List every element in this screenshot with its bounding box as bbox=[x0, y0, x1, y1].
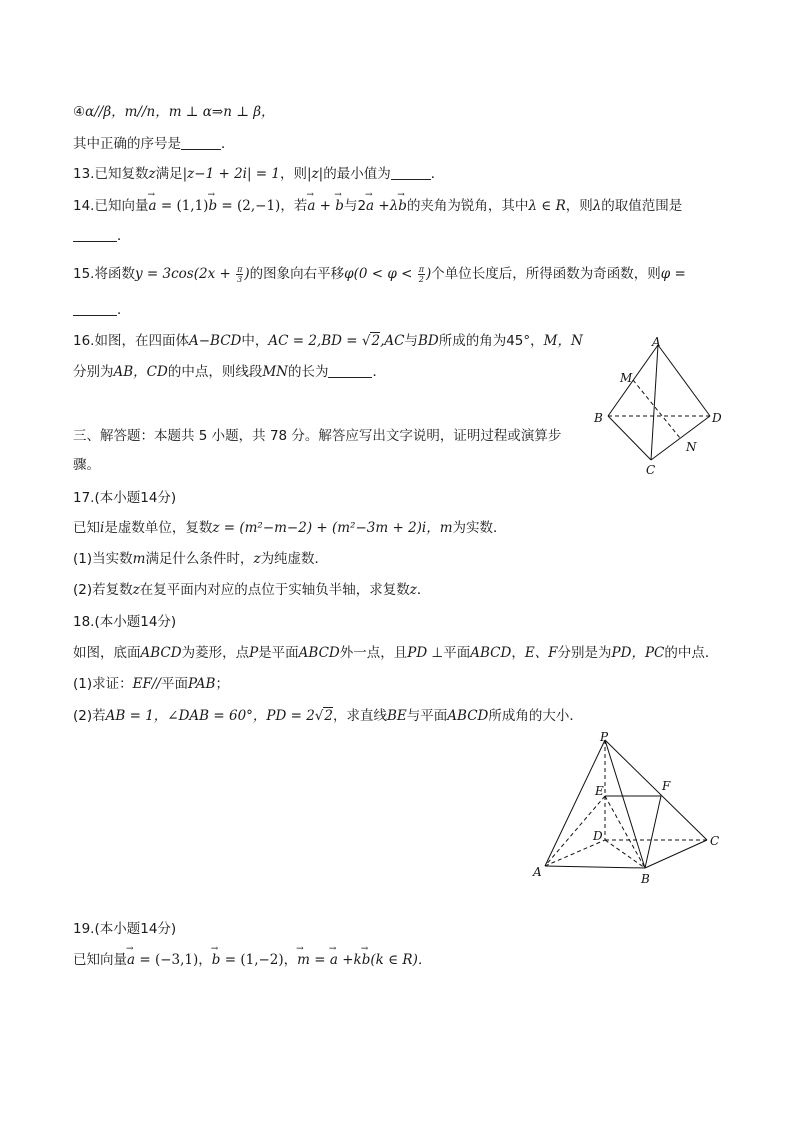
fraction-pi-2 bbox=[418, 265, 425, 284]
vertex-label-a: A bbox=[652, 335, 661, 349]
q18-text: (1)求证： bbox=[73, 676, 133, 692]
vertex-label-c: C bbox=[710, 834, 720, 848]
question-number: 15. bbox=[73, 266, 95, 282]
q17-text: 为纯虚数． bbox=[260, 551, 329, 567]
q18-text: 是平面 bbox=[258, 645, 299, 661]
q18-text: 的中点． bbox=[664, 645, 719, 661]
section-3-text: 骤。 bbox=[73, 457, 100, 473]
q15-blank-line: ． bbox=[73, 300, 131, 320]
fraction-numerator: π bbox=[418, 264, 424, 274]
vector-b: → b bbox=[212, 950, 221, 970]
vertex-label-a: A bbox=[533, 865, 542, 879]
vector-m: → m bbox=[297, 950, 310, 970]
q15-math: ) bbox=[425, 266, 432, 282]
q17-math: m bbox=[132, 551, 146, 567]
q16-math: BD bbox=[417, 333, 439, 349]
vertex-label-p: P bbox=[600, 730, 609, 744]
q17-stem bbox=[73, 518, 507, 538]
answer-blank bbox=[328, 363, 372, 378]
q16-text: 的中点，则线段 bbox=[167, 364, 263, 380]
q18-math: AB = 1，∠DAB = 60°，PD = 2 bbox=[105, 708, 315, 724]
q17-math: z bbox=[132, 582, 140, 598]
vector-a: → a bbox=[330, 950, 338, 970]
q13-text: ，则 bbox=[280, 166, 308, 182]
vertex-label-b: B bbox=[641, 872, 650, 886]
q14-blank-line: ． bbox=[73, 226, 131, 246]
q18-text: 与平面 bbox=[406, 708, 448, 724]
q18-text: 所成角的大小． bbox=[488, 708, 583, 724]
q19-stem bbox=[73, 950, 431, 970]
q18-text: ，求直线 bbox=[333, 708, 387, 724]
q12-footer-text: 其中正确的序号是 bbox=[73, 136, 181, 152]
section-3-heading-line2 bbox=[73, 455, 100, 475]
q18-stem bbox=[73, 643, 718, 663]
q17-math: i bbox=[100, 520, 105, 536]
vector-a: → a bbox=[127, 950, 135, 970]
circled-number: ④ bbox=[73, 104, 86, 120]
q18-text: ， bbox=[511, 645, 525, 661]
vertex-label-d: D bbox=[712, 411, 722, 425]
question-number: 16. bbox=[73, 333, 95, 349]
q18-text: ⊥平面 bbox=[427, 645, 471, 661]
sqrt-radicand: 2 bbox=[371, 333, 381, 349]
q16-math: AC = 2,BD = bbox=[268, 333, 362, 349]
fraction-denominator: 3 bbox=[237, 274, 243, 284]
fraction-denominator: 2 bbox=[418, 274, 424, 284]
q19-math: = bbox=[309, 952, 330, 968]
q16-text: 与 bbox=[404, 333, 418, 349]
q19-math: = (−3,1)， bbox=[135, 952, 212, 968]
fraction-pi-3 bbox=[236, 265, 243, 284]
q18-math: E、F bbox=[524, 645, 558, 661]
q18-text: 为菱形，点 bbox=[181, 645, 250, 661]
q18-text: 如图，底面 bbox=[73, 645, 141, 661]
vector-b: → b bbox=[398, 196, 407, 216]
q19-text: 已知向量 bbox=[73, 952, 127, 968]
q17-header bbox=[73, 488, 176, 508]
sqrt-radicand: 2 bbox=[324, 708, 333, 724]
q16-text: 中， bbox=[241, 333, 269, 349]
q17-text: 为实数． bbox=[452, 520, 507, 536]
q18-text: 平面 bbox=[160, 676, 188, 692]
q13-text: 的最小值为 bbox=[323, 166, 391, 182]
q14-math: +λ bbox=[374, 198, 399, 214]
q18-math: ABCD bbox=[298, 645, 340, 661]
q18-math: PD，PC bbox=[611, 645, 665, 661]
q18-math: BE bbox=[387, 708, 407, 724]
q15-math: φ = bbox=[660, 266, 686, 282]
answer-blank bbox=[73, 227, 117, 242]
question-number: 14. bbox=[73, 198, 95, 214]
q14-text: 的夹角为锐角，其中 bbox=[406, 198, 529, 214]
sqrt-symbol: √2 bbox=[314, 708, 333, 724]
q18-part-2 bbox=[73, 706, 583, 726]
pyramid-figure bbox=[525, 728, 730, 888]
q12-item-4 bbox=[73, 102, 275, 122]
question-header: 19.(本小题14分) bbox=[73, 921, 177, 937]
q18-math: ABCD bbox=[447, 708, 489, 724]
q15-math: φ(0 < φ < bbox=[344, 266, 417, 282]
point-label-f: F bbox=[662, 779, 671, 793]
q17-text: (1)当实数 bbox=[73, 551, 133, 567]
q13-math: z bbox=[148, 166, 156, 182]
point-label-e: E bbox=[595, 784, 604, 798]
q13-math: |z| bbox=[307, 166, 324, 182]
answer-blank bbox=[181, 135, 221, 150]
question-15 bbox=[73, 264, 686, 284]
q16-math: M，N bbox=[543, 333, 583, 349]
vertex-label-d: D bbox=[593, 829, 603, 843]
question-number: 13. bbox=[73, 166, 95, 182]
q13-text: 满足 bbox=[155, 166, 183, 182]
vector-b: → b bbox=[362, 950, 371, 970]
q17-part-1 bbox=[73, 549, 328, 569]
q14-math: = (1,1) bbox=[156, 198, 209, 214]
q15-math: y = 3cos(2x + bbox=[134, 266, 236, 282]
point-label-m: M bbox=[620, 371, 633, 385]
q19-header bbox=[73, 919, 176, 939]
q16-text: 的长为 bbox=[287, 364, 329, 380]
answer-blank bbox=[73, 301, 117, 316]
q17-text: 满足什么条件时， bbox=[145, 551, 254, 567]
q18-math: PD bbox=[407, 645, 428, 661]
q14-math: λ bbox=[592, 198, 602, 214]
q17-text: 已知 bbox=[73, 520, 100, 536]
tetrahedron-figure bbox=[588, 330, 728, 480]
q18-math: EF// bbox=[132, 676, 161, 692]
q15-text: 个单位长度后，所得函数为奇函数，则 bbox=[431, 266, 661, 282]
fraction-numerator: π bbox=[237, 264, 243, 274]
q17-math: z bbox=[409, 582, 417, 598]
vertex-label-c: C bbox=[646, 463, 656, 477]
section-3-heading bbox=[73, 426, 561, 446]
q17-math: z = (m²−m−2) + (m²−3m + 2)i，m bbox=[212, 520, 453, 536]
vector-a: → a bbox=[307, 196, 315, 216]
question-header: 18.(本小题14分) bbox=[73, 614, 177, 630]
q17-math: z bbox=[253, 551, 261, 567]
question-16-line2: 分别为AB，CD的中点，则线段MN的长为 ． bbox=[73, 364, 386, 380]
q15-text: 将函数 bbox=[94, 266, 135, 282]
q19-math: = (1,−2)， bbox=[220, 952, 298, 968]
q18-part-1 bbox=[73, 674, 229, 694]
q17-text: ． bbox=[416, 582, 431, 598]
vertex-label-b: B bbox=[594, 411, 603, 425]
q16-text: 分别为 bbox=[73, 364, 114, 380]
q15-math: ) bbox=[244, 266, 250, 282]
q18-text: (2)若 bbox=[73, 708, 106, 724]
question-14 bbox=[73, 196, 682, 216]
question-16 bbox=[73, 331, 583, 351]
section-3-text: 三、解答题：本题共 5 小题，共 78 分。解答应写出文字说明，证明过程或演算步 bbox=[73, 428, 562, 444]
q12-footer: 其中正确的序号是 ． bbox=[73, 136, 235, 152]
q17-text: 在复平面内对应的点位于实轴负半轴，求复数 bbox=[139, 582, 410, 598]
q18-math: ABCD bbox=[140, 645, 182, 661]
point-label-n: N bbox=[686, 440, 697, 454]
q12-item-4-text: α//β，m//n，m ⊥ α⇒n ⊥ β， bbox=[85, 104, 275, 120]
q18-math: ABCD bbox=[470, 645, 512, 661]
q18-math: P bbox=[249, 645, 259, 661]
vector-a: → a bbox=[148, 196, 156, 216]
q14-math: + bbox=[315, 198, 336, 214]
q18-math: PAB bbox=[187, 676, 216, 692]
question-header: 17.(本小题14分) bbox=[73, 490, 177, 506]
q19-math: (k ∈ R)． bbox=[370, 952, 432, 968]
sqrt-symbol: √2 bbox=[361, 333, 381, 349]
question-13: 13.已知复数z满足|z−1 + 2i| = 1，则|z|的最小值为 ． bbox=[73, 166, 445, 182]
answer-blank bbox=[391, 165, 431, 180]
q14-text: 的取值范围是 bbox=[601, 198, 683, 214]
q16-math: ,AC bbox=[380, 333, 405, 349]
q17-part-2 bbox=[73, 580, 430, 600]
q14-text: 已知向量 bbox=[94, 198, 149, 214]
q18-header bbox=[73, 612, 176, 632]
q13-text: 已知复数 bbox=[94, 166, 149, 182]
q18-text: 外一点，且 bbox=[339, 645, 408, 661]
vector-b: → b bbox=[335, 196, 344, 216]
q18-text: 分别是为 bbox=[557, 645, 612, 661]
q16-text: 所成的角为45°， bbox=[438, 333, 544, 349]
vector-a: → a bbox=[366, 196, 374, 216]
q16-math: MN bbox=[262, 364, 288, 380]
q16-math: A−BCD bbox=[188, 333, 242, 349]
q13-math: |z−1 + 2i| = 1 bbox=[182, 166, 281, 182]
q17-text: (2)若复数 bbox=[73, 582, 133, 598]
q16-math: AB，CD bbox=[113, 364, 168, 380]
vector-b: → b bbox=[208, 196, 217, 216]
q14-text: ，则 bbox=[565, 198, 593, 214]
q16-text: 如图，在四面体 bbox=[94, 333, 189, 349]
q14-text: 与2 bbox=[343, 198, 367, 214]
q17-text: 是虚数单位，复数 bbox=[104, 520, 213, 536]
q18-text: ； bbox=[215, 676, 229, 692]
q14-math: = (2,−1)，若 bbox=[217, 198, 308, 214]
q19-math: +k bbox=[337, 952, 362, 968]
q15-text: 的图象向右平移 bbox=[249, 266, 345, 282]
q14-math: λ ∈ R bbox=[528, 198, 566, 214]
